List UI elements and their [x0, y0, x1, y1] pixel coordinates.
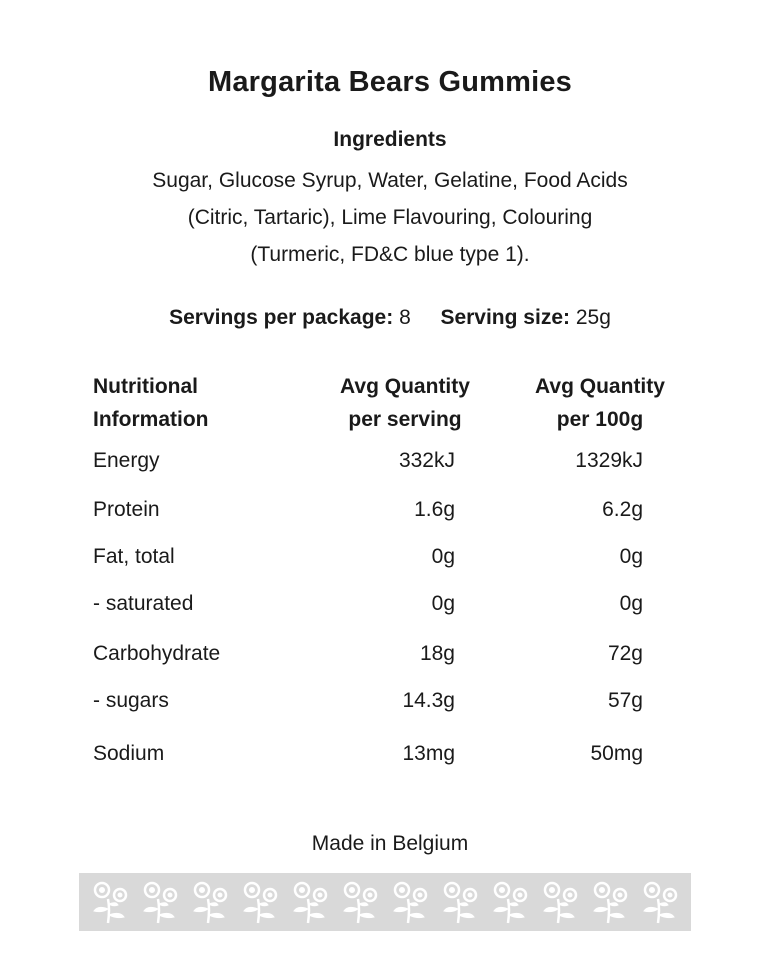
nutrient-name: Sodium	[93, 742, 165, 765]
nutrient-name: - saturated	[93, 592, 194, 615]
header-line: Information	[93, 408, 209, 431]
per-100g-value: 57g	[607, 689, 643, 712]
servings-per-package-label: Servings per package:	[169, 306, 394, 329]
ingredients-line: (Turmeric, FD&C blue type 1).	[250, 243, 530, 266]
rose-flower-icon	[188, 879, 232, 925]
rose-flower-icon	[338, 879, 382, 925]
per-serving-value: 1.6g	[414, 498, 455, 521]
ingredients-text	[90, 162, 690, 273]
per-100g-value: 50mg	[590, 742, 643, 765]
nutrient-name: Protein	[93, 498, 160, 521]
header-line: Avg Quantity	[535, 375, 665, 398]
rose-flower-icon	[488, 879, 532, 925]
per-100g-value: 0g	[619, 545, 643, 568]
rose-flower-icon	[388, 879, 432, 925]
servings-per-package-value: 8	[399, 306, 411, 329]
serving-size-label: Serving size:	[440, 306, 570, 329]
nutrient-name: Carbohydrate	[93, 642, 221, 665]
serving-size-value: 25g	[575, 306, 611, 329]
per-serving-value: 332kJ	[398, 449, 455, 472]
rose-flower-icon	[588, 879, 632, 925]
decorative-band	[79, 873, 691, 931]
nutrition-header-per-100g	[505, 370, 695, 436]
nutrition-header-name	[93, 370, 313, 436]
per-serving-value: 0g	[431, 545, 455, 568]
ingredients-line: Sugar, Glucose Syrup, Water, Gelatine, Food Acids	[152, 169, 628, 192]
header-line: per 100g	[556, 408, 644, 431]
nutrition-row	[0, 449, 780, 479]
per-serving-value: 14.3g	[402, 689, 455, 712]
per-serving-value: 18g	[419, 642, 455, 665]
per-100g-value: 6.2g	[602, 498, 643, 521]
rose-flower-icon	[138, 879, 182, 925]
nutrition-row	[0, 689, 780, 719]
nutrient-name: - sugars	[93, 689, 169, 712]
rose-flower-icon	[638, 879, 682, 925]
header-line: per serving	[348, 408, 462, 431]
rose-flower-icon	[438, 879, 482, 925]
ingredients-line: (Citric, Tartaric), Lime Flavouring, Colouring	[187, 206, 593, 229]
ingredients-heading: Ingredients	[333, 128, 447, 151]
nutrition-header-per-serving	[310, 370, 500, 436]
rose-flower-icon	[88, 879, 132, 925]
per-100g-value: 0g	[619, 592, 643, 615]
servings-info	[0, 306, 780, 330]
per-100g-value: 72g	[607, 642, 643, 665]
rose-flower-icon	[238, 879, 282, 925]
product-title: Margarita Bears Gummies	[207, 66, 573, 98]
header-line: Nutritional	[93, 375, 198, 398]
nutrition-row	[0, 642, 780, 672]
rose-flower-icon	[288, 879, 332, 925]
nutrition-row	[0, 498, 780, 528]
nutrition-row	[0, 545, 780, 575]
nutrient-name: Fat, total	[93, 545, 175, 568]
nutrition-row	[0, 742, 780, 772]
per-serving-value: 0g	[431, 592, 455, 615]
per-100g-value: 1329kJ	[575, 449, 643, 472]
rose-flower-icon	[538, 879, 582, 925]
nutrition-row	[0, 592, 780, 622]
nutrient-name: Energy	[93, 449, 160, 472]
header-line: Avg Quantity	[340, 375, 470, 398]
per-serving-value: 13mg	[402, 742, 455, 765]
made-in-text: Made in Belgium	[311, 832, 469, 855]
